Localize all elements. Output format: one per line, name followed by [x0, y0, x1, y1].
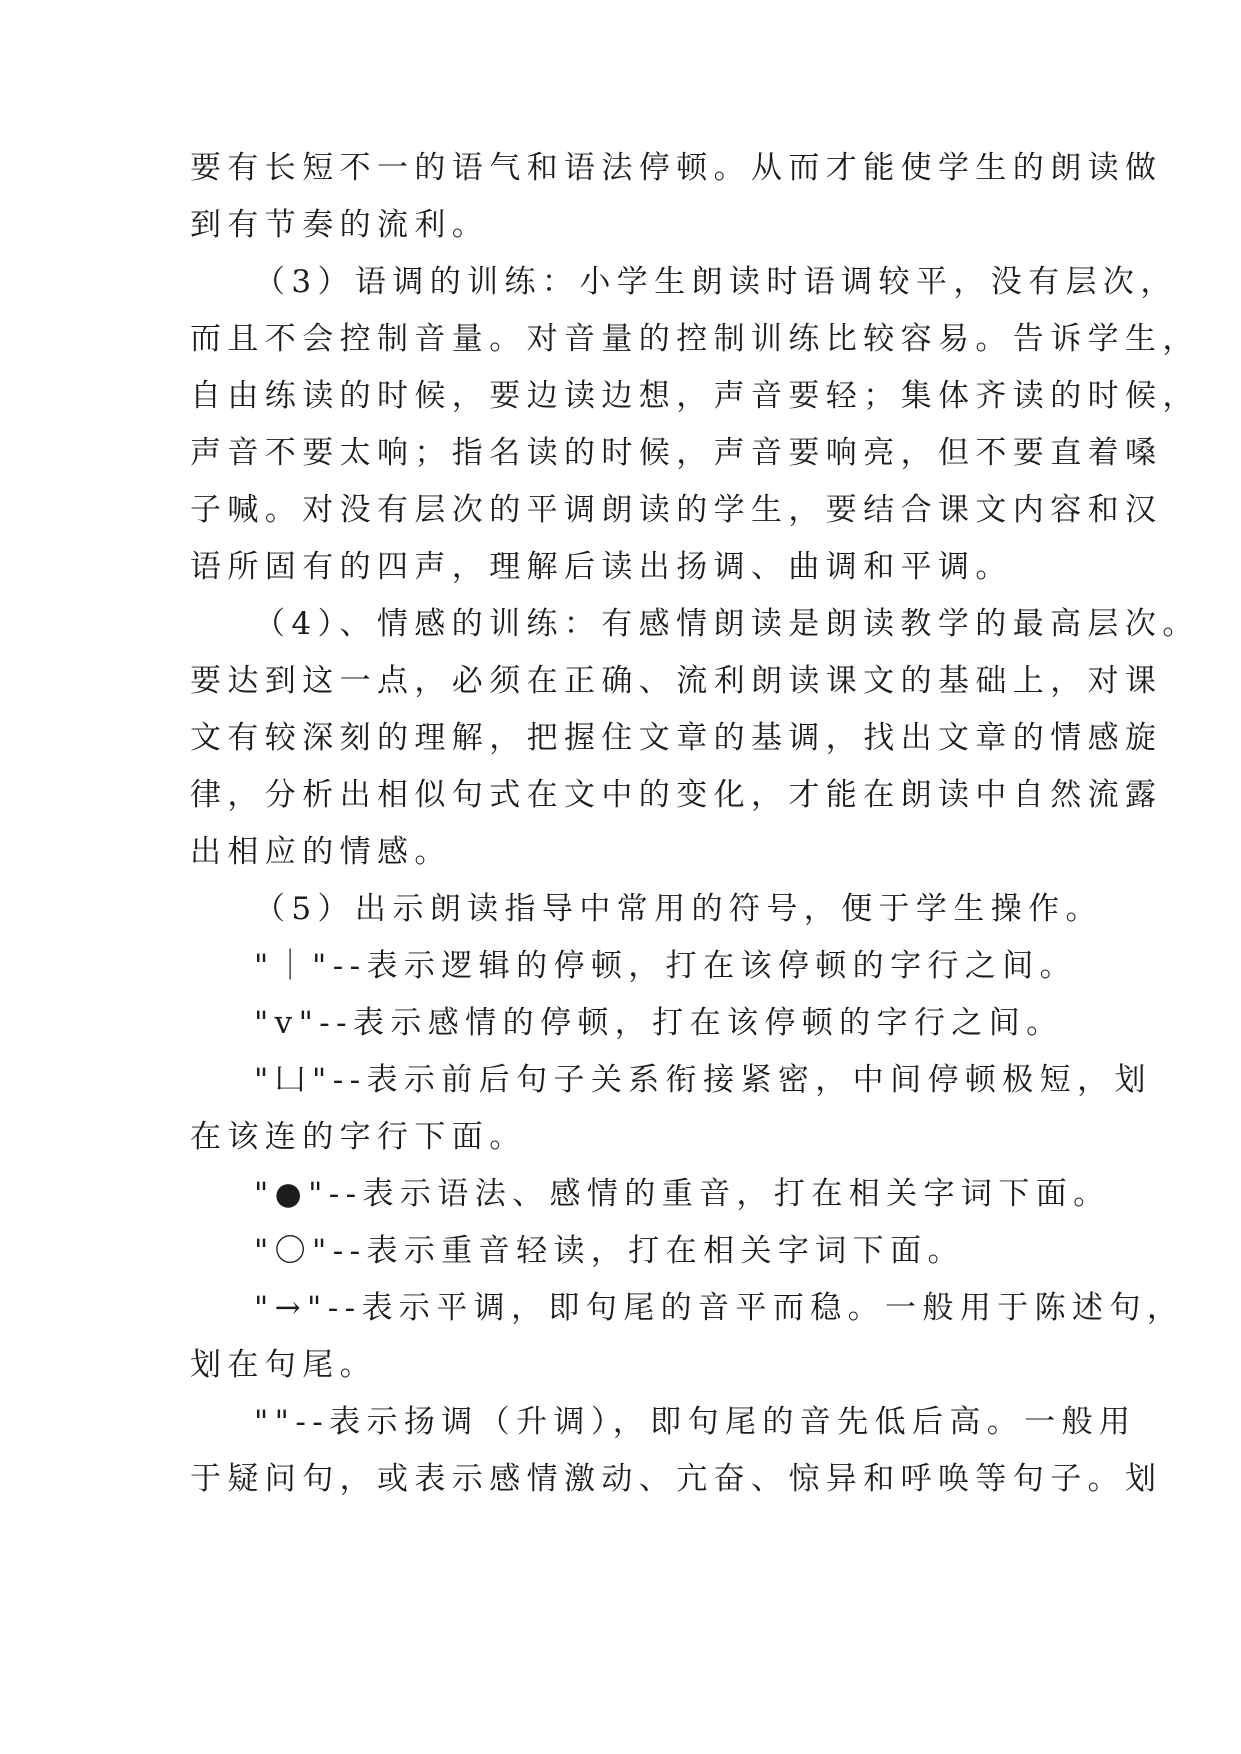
paragraph-line: （4）、情感的训练：有感情朗读是朗读教学的最高层次。: [254, 606, 1200, 642]
paragraph-line: 而且不会控制音量。对音量的控制训练比较容易。告诉学生，: [190, 321, 1200, 357]
paragraph-line: 在该连的字行下面。: [190, 1119, 527, 1155]
paragraph-line: 文有较深刻的理解，把握住文章的基调，找出文章的情感旋: [190, 720, 1163, 756]
paragraph-line: "●"--表示语法、感情的重音，打在相关字词下面。: [254, 1176, 1111, 1212]
paragraph-line: "｜"--表示逻辑的停顿，打在该停顿的字行之间。: [254, 948, 1078, 984]
paragraph-line: "〇"--表示重音轻读，打在相关字词下面。: [254, 1233, 965, 1269]
paragraph-line: ""--表示扬调（升调），即句尾的音先低后高。一般用: [254, 1404, 1137, 1440]
paragraph-line: 要达到这一点，必须在正确、流利朗读课文的基础上，对课: [190, 663, 1163, 699]
paragraph-line: 子喊。对没有层次的平调朗读的学生，要结合课文内容和汉: [190, 492, 1163, 528]
paragraph-line: 语所固有的四声，理解后读出扬调、曲调和平调。: [190, 549, 1013, 585]
paragraph-line: 划在句尾。: [190, 1347, 377, 1383]
paragraph-line: 到有节奏的流利。: [190, 207, 490, 243]
paragraph-line: 律，分析出相似句式在文中的变化，才能在朗读中自然流露: [190, 777, 1163, 813]
paragraph-line: 出相应的情感。: [190, 834, 452, 870]
paragraph-line: 于疑问句，或表示感情激动、亢奋、惊异和呼唤等句子。划: [190, 1461, 1163, 1497]
paragraph-line: （5）出示朗读指导中常用的符号，便于学生操作。: [254, 891, 1103, 927]
paragraph-line: "→"--表示平调，即句尾的音平而稳。一般用于陈述句，: [254, 1290, 1185, 1326]
paragraph-line: "v"--表示感情的停顿，打在该停顿的字行之间。: [254, 1005, 1064, 1041]
paragraph-line: 自由练读的时候，要边读边想，声音要轻；集体齐读的时候，: [190, 378, 1200, 414]
paragraph-line: 要有长短不一的语气和语法停顿。从而才能使学生的朗读做: [190, 150, 1163, 186]
paragraph-line: "凵"--表示前后句子关系衔接紧密，中间停顿极短，划: [254, 1062, 1152, 1098]
paragraph-line: 声音不要太响；指名读的时候，声音要响亮，但不要直着嗓: [190, 435, 1163, 471]
paragraph-line: （3）语调的训练：小学生朗读时语调较平，没有层次，: [254, 264, 1178, 300]
